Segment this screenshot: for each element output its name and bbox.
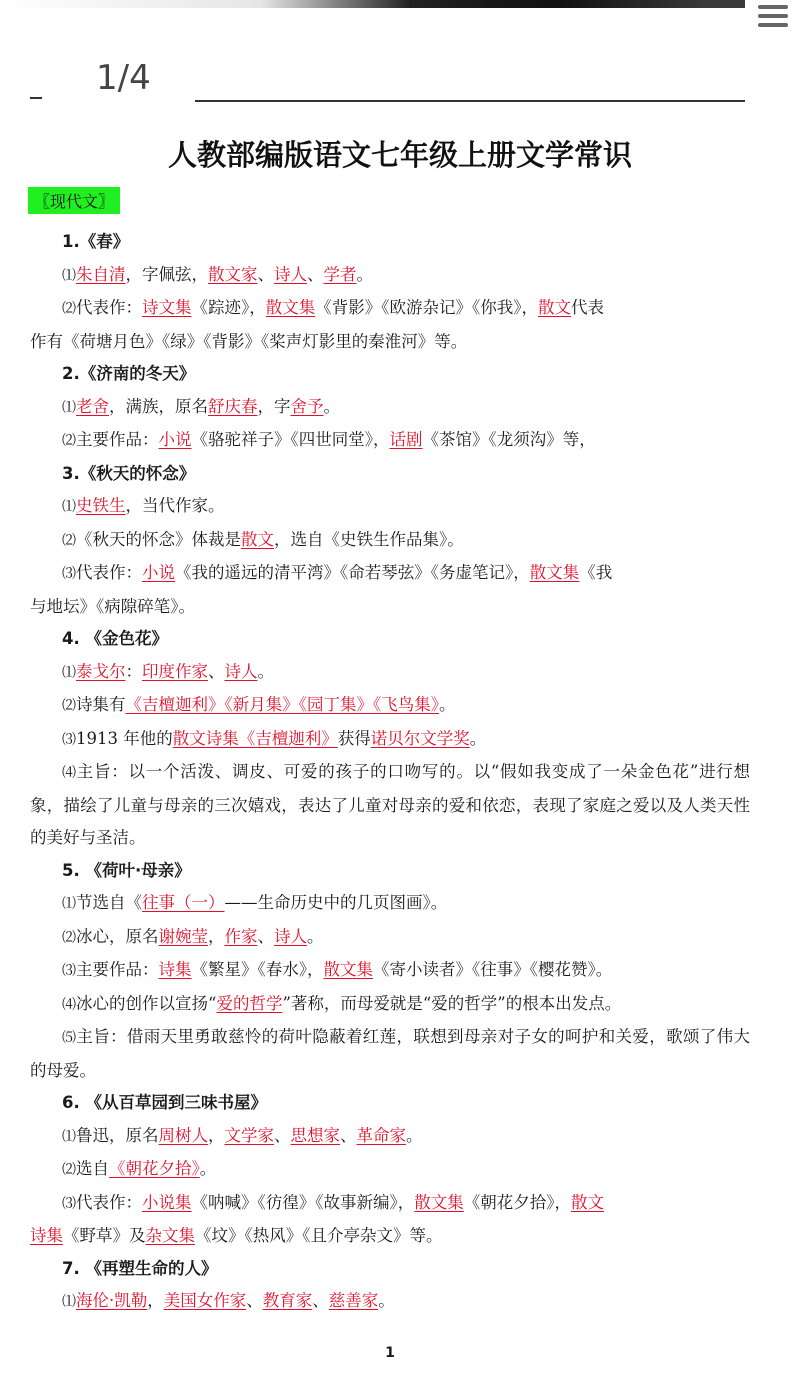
text-segment: 。 [378,1291,395,1310]
item-number: ⑴ [62,1294,76,1310]
list-item [30,954,750,988]
highlighted-term: 诺贝尔文学奖 [370,728,470,748]
text-segment: ，选自《史铁生作品集》。 [274,529,464,549]
list-item [30,689,750,723]
list-item [30,490,750,524]
item-number: ⑴ [62,267,76,284]
highlighted-term: 杂文集 [145,1226,195,1245]
section-heading [30,1253,750,1286]
text-segment: 主要作品： [76,430,159,449]
text-segment: 1.《春》 [62,232,130,251]
text-segment: 6. 《从百草园到三味书屋》 [62,1093,267,1112]
divider [30,97,42,99]
text-segment: ，当代作家。 [125,496,225,515]
highlighted-term: 散文 [571,1192,604,1212]
item-number: ⑴ [62,499,76,515]
text-segment: 《寄小读者》《往事》《樱花赞》。 [373,960,613,979]
highlighted-term: 学者 [323,264,357,284]
text-segment: 《我 [579,563,613,582]
list-item [30,988,750,1022]
list-item-continuation [30,326,750,359]
list-item [30,1120,750,1154]
item-number: ⑵ [62,532,76,549]
list-item [30,921,750,955]
text-segment: 节选自《 [76,893,142,912]
highlighted-term: 散文集 [414,1192,464,1212]
highlighted-term: 海伦·凯勒 [76,1291,148,1310]
item-number: ⑶ [62,963,76,979]
text-segment: 。 [439,695,456,714]
list-item [30,259,750,293]
text-segment: ——生命历史中的几页图画》。 [224,893,448,912]
section-heading [30,358,750,391]
item-number: ⑵ [62,698,76,714]
text-segment: 。 [199,1159,217,1178]
highlighted-term: 史铁生 [76,496,126,515]
page-number: 1 [385,1345,395,1361]
text-segment: 冰心的创作以宣扬“ [76,993,217,1013]
item-number: ⑸ [62,1030,77,1046]
text-segment: 诗集有 [76,695,126,714]
highlighted-term: 散文集 [323,960,373,979]
text-segment: 鲁迅，原名 [76,1125,159,1145]
item-number: ⑴ [62,1128,76,1145]
section-tag: 〖现代文〗 [28,187,120,214]
text-segment: ，字 [257,396,291,416]
highlighted-term: 老舍 [76,396,109,416]
list-item [30,1285,750,1319]
text-segment: ， [147,1291,164,1310]
section-heading [30,623,750,656]
item-number: ⑷ [62,765,77,781]
highlighted-term: 小说 [142,563,175,582]
highlighted-term: 美国女作家 [163,1291,247,1310]
text-segment: 3.《秋天的怀念》 [62,463,196,483]
section-heading [30,1087,750,1120]
document-title: 人教部编版语文七年级上册文学常识 [167,138,632,172]
highlighted-term: 往事（一） [142,893,225,912]
text-segment: 2.《济南的冬天》 [62,364,196,383]
highlighted-term: 舒庆春 [208,396,258,416]
text-segment: 。 [307,926,324,946]
text-segment: 、 [208,661,225,681]
page-indicator: 1/4 [96,58,151,98]
section-heading [30,226,750,259]
text-segment: 。 [323,396,340,416]
highlighted-term: 诗集 [158,960,192,979]
text-segment: 获得 [337,728,371,748]
text-segment: ，字佩弦， [125,264,208,284]
highlighted-term: 教育家 [262,1291,313,1310]
list-item-continuation [30,1220,750,1253]
text-segment: 代表作： [76,298,142,317]
list-item [30,557,750,591]
highlighted-term: 《吉檀迦利》《新月集》《园丁集》《飞鸟集》 [125,695,439,714]
highlighted-term: 诗人 [224,661,258,681]
text-segment: 《踪迹》， [191,298,266,317]
highlighted-term: 诗人 [274,926,307,946]
text-segment: 《朝花夕拾》， [463,1192,571,1212]
paragraph [30,1021,750,1087]
item-number: ⑵ [62,929,76,946]
highlighted-term: 革命家 [356,1125,406,1145]
list-item [30,391,750,425]
highlighted-term: 《朝花夕拾》 [109,1159,200,1178]
text-segment: 与地坛》《病隙碎笔》。 [30,596,195,616]
highlighted-term: 印度作家 [142,661,208,681]
highlighted-term: 散文集 [265,298,316,317]
text-segment: 《茶馆》《龙须沟》等， [422,430,596,449]
highlighted-term: 思想家 [290,1125,340,1145]
list-item [30,887,750,921]
list-item [30,424,750,458]
text-segment: 《繁星》《春水》， [191,960,324,979]
text-segment: 作有《荷塘月色》《绿》《背影》《桨声灯影里的秦淮河》等。 [30,331,468,351]
text-segment: 《野草》及 [63,1226,146,1245]
text-segment: 4. 《金色花》 [62,629,168,648]
list-item [30,292,750,326]
item-number: ⑵ [62,301,76,317]
text-segment: 、 [307,264,324,284]
highlighted-term: 泰戈尔 [76,661,126,681]
item-number: ⑴ [62,896,76,912]
highlighted-term: 朱自清 [76,264,126,284]
highlighted-term: 诗人 [274,264,307,284]
list-item [30,524,750,558]
list-item [30,1153,750,1187]
text-segment: ， [208,1125,225,1145]
text-segment: ， [208,926,225,946]
highlighted-term: 散文 [241,529,274,549]
text-segment: 主要作品： [76,960,159,979]
highlighted-term: 慈善家 [328,1291,379,1310]
text-segment: 。 [469,728,487,748]
item-number: ⑴ [62,399,76,416]
highlighted-term: 小说 [158,430,192,449]
text-segment: 1913 年他的 [76,728,173,748]
text-segment: 、 [246,1291,263,1310]
highlighted-term: 舍予 [290,396,324,416]
header-rule [195,100,745,102]
highlighted-term: 散文家 [208,264,258,284]
highlighted-term: 散文诗集《吉檀迦利》 [172,728,338,748]
section-heading [30,458,750,491]
list-item-continuation [30,591,750,624]
text-segment: 代表 [571,298,604,317]
list-item [30,1187,750,1221]
text-segment: ： [125,661,142,681]
item-number: ⑵ [62,1162,76,1178]
list-item [30,723,750,757]
top-dark-strip [0,0,745,8]
text-segment: 。 [406,1125,423,1145]
text-segment: 《骆驼祥子》《四世同堂》， [191,430,390,449]
text-segment: 《背影》《欧游杂记》《你我》， [315,298,538,317]
section-heading [30,855,750,888]
text-segment: 。 [356,264,373,284]
text-segment: 冰心，原名 [76,926,159,946]
text-segment: 《坟》《热风》《且介亭杂文》等。 [195,1226,443,1245]
hamburger-menu-icon[interactable] [758,2,788,32]
text-segment: ，满族，原名 [109,396,208,416]
item-number: ⑶ [62,1195,76,1212]
text-segment: 主旨：借雨天里勇敢慈怜的荷叶隐蔽着红莲，联想到母亲对子女的呵护和关爱，歌颂了伟大的母爱。 [30,1027,751,1080]
text-segment: 、 [340,1125,357,1145]
highlighted-term: 作家 [224,926,258,946]
highlighted-term: 话剧 [389,430,423,449]
item-number: ⑷ [62,996,76,1013]
paragraph [30,756,750,855]
text-segment: 《呐喊》《彷徨》《故事新编》， [191,1192,415,1212]
text-segment: 7. 《再塑生命的人》 [62,1258,218,1278]
highlighted-term: 诗集 [30,1226,63,1245]
highlighted-term: 周树人 [158,1125,208,1145]
item-number: ⑵ [62,433,76,449]
text-segment: ”著称，而母爱就是“爱的哲学”的根本出发点。 [282,993,622,1013]
item-number: ⑶ [62,566,76,582]
highlighted-term: 文学家 [224,1125,274,1145]
text-segment: 《我的遥远的清平湾》《命若琴弦》《务虚笔记》， [175,563,530,582]
text-segment: 代表作： [76,1192,142,1212]
text-segment: 。 [257,661,274,681]
item-number: ⑶ [62,731,76,748]
text-segment: 5. 《荷叶·母亲》 [62,860,191,880]
text-segment: 《秋天的怀念》体裁是 [76,529,241,549]
text-segment: 、 [257,926,274,946]
highlighted-term: 散文集 [529,563,580,582]
text-segment: 主旨：以一个活泼、调皮、可爱的孩子的口吻写的。以“假如我变成了一朵金色花”进行想象，描绘了儿童与母亲的三次嬉戏，表达了儿童对母亲的爱和依恋，表现了家庭之爱以及人类天性的美好与圣洁。 [30,762,751,847]
highlighted-term: 谢婉莹 [158,926,208,946]
highlighted-term: 诗文集 [142,298,192,317]
text-segment: 选自 [76,1159,109,1178]
text-segment: 、 [312,1291,329,1310]
list-item [30,656,750,690]
document-body [30,226,750,1319]
item-number: ⑴ [62,664,76,681]
text-segment: 、 [274,1125,291,1145]
highlighted-term: 小说集 [142,1192,192,1212]
highlighted-term: 散文 [538,298,571,317]
text-segment: 、 [257,264,274,284]
text-segment: 代表作： [76,563,142,582]
highlighted-term: 爱的哲学 [216,993,283,1013]
